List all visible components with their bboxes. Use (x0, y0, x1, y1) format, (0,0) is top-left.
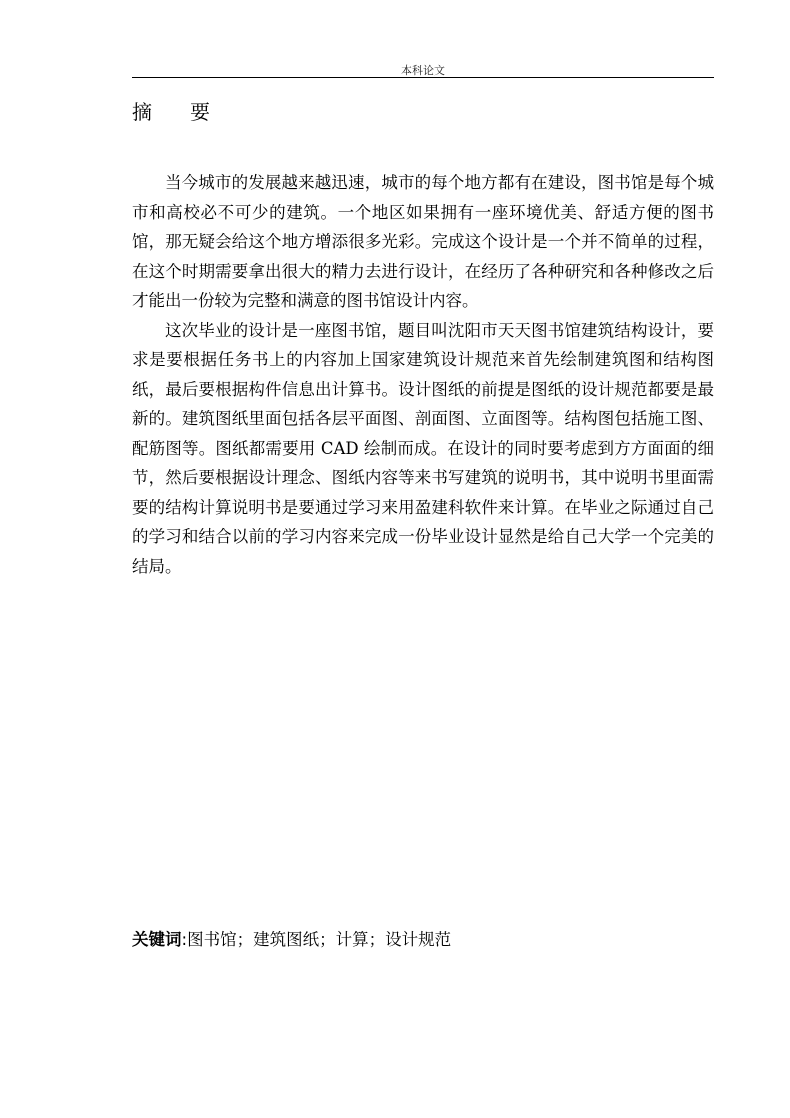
keywords-separator: : (181, 930, 188, 949)
abstract-body (132, 168, 714, 581)
abstract-title-char-1: 摘 (132, 100, 152, 124)
abstract-title (132, 96, 210, 125)
abstract-title-char-2: 要 (190, 100, 210, 124)
keywords-line (132, 926, 451, 954)
running-header: 本科论文 (401, 64, 445, 77)
header-rule (132, 77, 714, 78)
keywords-label: 关键词 (132, 930, 182, 949)
abstract-paragraph-2: 这次毕业的设计是一座图书馆，题目叫沈阳市天天图书馆建筑结构设计，要求是要根据任务书上的内容加上国家建筑设计规范来首先绘制建筑图和结构图纸，最后要根据构件信息出计算书。设计图纸的前提是图纸的设计规范都要是最新的。建筑图纸里面包括各层平面图、剖面图、立面图等。结构图包括施工图、配筋图等。图纸都需要用 CAD 绘制而成。在设计的同时要考虑到方方面面的细节，然后要根据设计理念、图纸内容等来书写建筑的说明书，其中说明书里面需要的结构计算说明书是要通过学习来用盈建科软件来计算。在毕业之际通过自己的学习和结合以前的学习内容来完成一份毕业设计显然是给自己大学一个完美的结局。 (132, 320, 714, 576)
abstract-paragraph-1: 当今城市的发展越来越迅速，城市的每个地方都有在建设，图书馆是每个城市和高校必不可少的建筑。一个地区如果拥有一座环境优美、舒适方便的图书馆，那无疑会给这个地方增添很多光彩。完成这个设计是一个并不简单的过程，在这个时期需要拿出很大的精力去进行设计，在经历了各种研究和各种修改之后才能出一份较为完整和满意的图书馆设计内容。 (132, 173, 714, 310)
keywords-text: 图书馆；建筑图纸；计算；设计规范 (187, 930, 452, 949)
